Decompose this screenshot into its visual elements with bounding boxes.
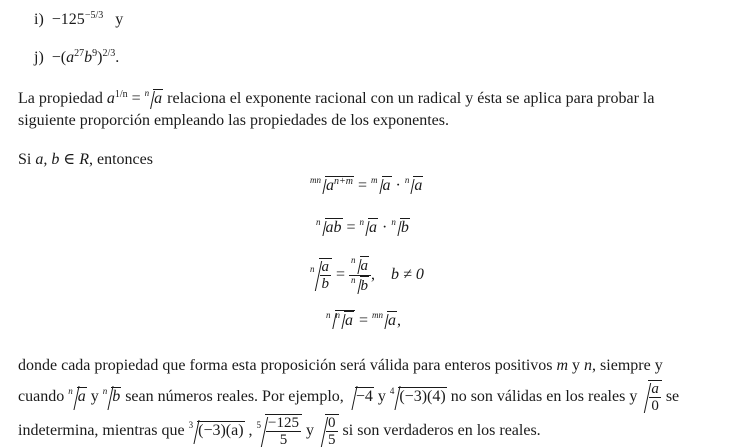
para2-index-ex3: 3 (188, 420, 194, 431)
para1-part1: La propiedad (18, 90, 103, 107)
eq2-index-left: n (316, 217, 321, 227)
si-in: ∈ (63, 151, 76, 168)
paragraph-conditions (18, 352, 718, 448)
item-j-close: ) (97, 49, 103, 66)
item-i (34, 10, 123, 30)
para1-radical: a (146, 88, 163, 110)
item-j-outer-exp: 2/3 (102, 48, 116, 59)
eq1-r2-radical: a (406, 176, 423, 195)
item-j (34, 48, 119, 68)
eq1-left-radical: $a^{n+m}$ (318, 176, 354, 195)
eq4-index-outer: n (326, 310, 331, 320)
eq1-index-r1: m (371, 175, 378, 185)
si-prefix: Si (18, 151, 32, 168)
eq2-r2-radical: b (393, 218, 410, 237)
eq2-index-r2: n (391, 217, 396, 227)
eq1-r1-radical: a (375, 176, 392, 195)
eq3-comma: , (371, 266, 376, 284)
si-set: R (79, 151, 89, 168)
eq2-r1-radical: a (361, 218, 378, 237)
item-i-base: −125 (51, 11, 85, 28)
eq2-left-radical: ab (318, 218, 343, 237)
para2-example-frac: $\frac{a}{0}$ (641, 380, 662, 414)
para2-line3-start: indetermina, mientras que (18, 422, 185, 440)
para1-part2: relaciona el exponente racional con un radical y ésta se aplica para probar la (167, 90, 655, 107)
para2-comma: , (248, 422, 253, 440)
para2-line2-mid2: no son válidas en los reales y (450, 388, 638, 406)
para2-line1: donde cada propiedad que forma esta proposición será válida para enteros positivos (18, 357, 553, 374)
para2-line3-end: si son verdaderos en los reales. (342, 422, 541, 440)
para2-radical-b: b (104, 383, 121, 411)
eq3-index-left: n (310, 264, 315, 275)
para2-index-b: n (102, 386, 108, 397)
eq4-index-right: mn (372, 310, 384, 320)
si-vars: a, b (35, 151, 60, 168)
equation-2 (316, 218, 410, 237)
eq1-index-left: mn (310, 175, 321, 185)
eq1-index-r2: n (404, 175, 410, 185)
item-j-a: a (66, 49, 75, 66)
para2-example-2: (−3)(4) (391, 383, 446, 411)
item-i-exp: −5/3 (84, 10, 104, 21)
para2-y2: y (90, 388, 99, 406)
para2-y4: y (306, 422, 315, 440)
para2-example-4: $\frac{-125}{5}$ (258, 414, 302, 448)
item-i-label: i) (34, 11, 44, 28)
eq1-equals: = (357, 177, 368, 194)
para2-radical-a: a (70, 383, 87, 411)
eq3-equals: = (336, 266, 346, 284)
para2-example-1: −4 (348, 383, 374, 411)
eq3-left-radical: $\frac{a}{b}$ (312, 258, 333, 292)
para1-eq: = (131, 90, 141, 107)
item-j-a-exp: 27 (74, 48, 85, 59)
item-j-b: b (84, 49, 93, 66)
para1-exp: 1/n (114, 89, 128, 100)
eq3-right-fraction: $\frac{^n a}{^n b}$ (349, 256, 371, 295)
eq4-comma: , (397, 312, 402, 329)
para1-line2: siguiente proporción empleando las propiedades de los exponentes. (18, 112, 449, 129)
equation-1 (310, 176, 423, 195)
para2-n: n (584, 357, 593, 374)
item-j-tail: . (115, 49, 120, 66)
item-j-label: j) (34, 49, 44, 66)
eq3-condition: b ≠ 0 (391, 266, 424, 284)
para2-index-ex4: 5 (256, 420, 262, 431)
eq2-dot: · (382, 219, 388, 236)
para2-line1-end: , siempre y (592, 357, 663, 374)
item-i-tail: y (115, 11, 124, 28)
eq4-right-radical: a (380, 311, 397, 330)
para2-index-a: n (68, 386, 73, 397)
eq4-outer-radical: $^n$ a (328, 310, 356, 330)
eq2-index-r1: n (359, 217, 365, 227)
eq2-equals: = (346, 219, 356, 236)
paragraph-intro (18, 88, 718, 132)
para1-a: a (106, 90, 115, 107)
para2-line2-end: se (665, 388, 680, 406)
equation-4 (326, 310, 401, 330)
para2-y1: y (572, 357, 581, 374)
si-line (18, 150, 153, 170)
para2-index-ex2: 4 (389, 386, 395, 397)
para2-line2-start: cuando (18, 388, 65, 406)
eq1-dot: · (395, 177, 401, 194)
item-j-b-exp: 9 (92, 48, 98, 59)
eq4-equals: = (359, 312, 369, 329)
para1-index: n (144, 88, 150, 98)
para2-line2-mid: sean números reales. Por ejemplo, (125, 388, 344, 406)
para2-m: m (556, 357, 569, 374)
para2-example-3: (−3)(a) (190, 417, 244, 445)
item-j-open: −( (51, 49, 67, 66)
equation-3 (310, 256, 424, 295)
para2-example-5: $\frac{0}{5}$ (318, 414, 339, 448)
si-suffix: , entonces (88, 151, 153, 168)
para2-y3: y (377, 388, 386, 406)
